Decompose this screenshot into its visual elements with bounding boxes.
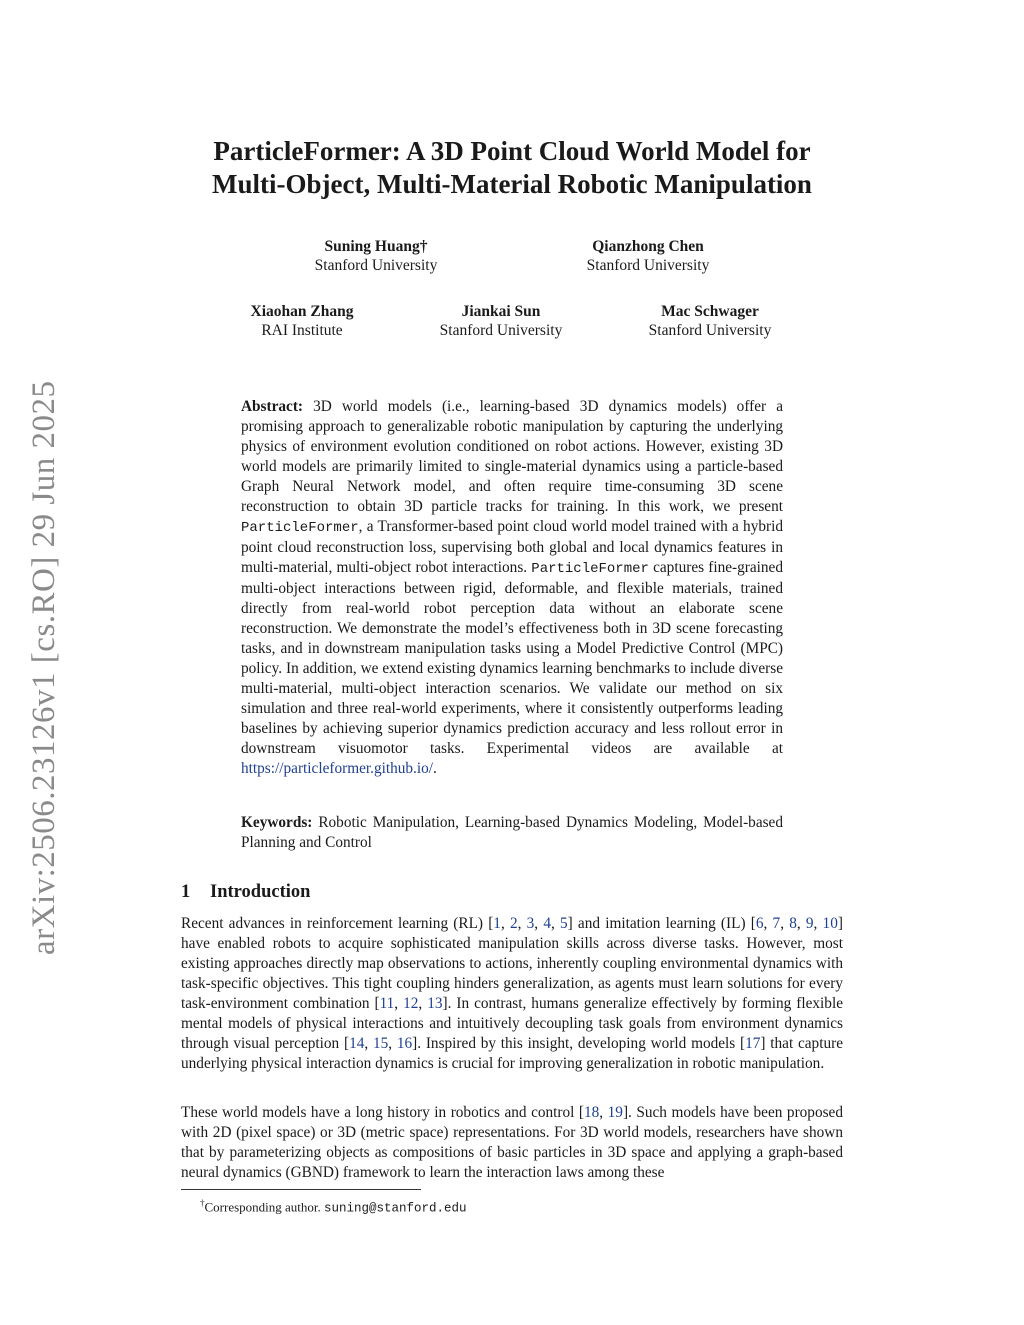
keywords-text: Robotic Manipulation, Learning-based Dynamics Modeling, Model-based Planning and Control xyxy=(241,814,783,851)
paragraph-text: , xyxy=(418,995,428,1012)
footnote-text: Corresponding author. xyxy=(204,1199,325,1215)
paragraph-text: , xyxy=(394,995,404,1012)
author-affiliation: Stanford University xyxy=(314,257,438,274)
paragraph-text: , xyxy=(763,915,773,932)
section-number: 1 xyxy=(181,882,191,902)
citation-link[interactable]: 18 xyxy=(584,1104,600,1121)
author-affiliation: Stanford University xyxy=(439,322,563,339)
title-line-2: Multi-Object, Multi-Material Robotic Manipulation xyxy=(212,169,812,199)
author-affiliation: Stanford University xyxy=(648,322,772,339)
paragraph-text: , xyxy=(534,915,544,932)
author-block xyxy=(630,302,790,340)
paragraph-text: , xyxy=(388,1035,397,1052)
project-page-link[interactable]: https://particleformer.github.io/ xyxy=(241,760,434,777)
title-line-1: ParticleFormer: A 3D Point Cloud World Model for xyxy=(213,136,811,166)
abstract-text: 3D world models (i.e., learning-based 3D dynamics models) offer a promising approach to generalizable robotic manipulation by capturing the underlying physics of environment evolution conditioned on robot actions. However, existing 3D world models are primarily limited to single-material dynamics using a particle-based Graph Neural Network model, and often require time-consuming 3D scene reconstruction to obtain 3D particle tracks for training. In this work, we present xyxy=(241,398,783,515)
model-name: ParticleFormer xyxy=(241,520,359,536)
footnote xyxy=(200,1195,467,1217)
paragraph-text: ]. In contrast, humans generalize effectively by forming flexible mental models of physical interactions and intuitively decoupling task goals from environment dynamics through visual perception [ xyxy=(181,995,843,1052)
paragraph-text: , xyxy=(500,915,510,932)
citation-link[interactable]: 4 xyxy=(543,915,551,932)
paragraph-text: ]. Inspired by this insight, developing world models [ xyxy=(412,1035,746,1052)
author-block xyxy=(421,302,581,340)
paragraph-text: Recent advances in reinforcement learning (RL) [ xyxy=(181,915,494,932)
intro-paragraph-2 xyxy=(181,1103,843,1183)
citation-link[interactable]: 9 xyxy=(805,915,814,932)
intro-paragraph-1 xyxy=(181,914,843,1074)
arxiv-identifier-stamp: arXiv:2506.23126v1 [cs.RO] 29 Jun 2025 xyxy=(26,380,62,955)
author-block xyxy=(222,302,382,340)
abstract-text: . xyxy=(433,760,437,777)
citation-link[interactable]: 17 xyxy=(745,1035,761,1052)
paragraph-text: These world models have a long history in robotics and control [ xyxy=(181,1104,584,1121)
author-email: suning@stanford.edu xyxy=(324,1201,467,1216)
paragraph-text: ] that capture underlying physical interaction dynamics is crucial for improving generalization in robotic manipulation. xyxy=(181,1035,843,1072)
citation-link[interactable]: 8 xyxy=(789,915,797,932)
citation-link[interactable]: 13 xyxy=(427,995,443,1012)
citation-link[interactable]: 11 xyxy=(379,995,395,1012)
paragraph-text: ]. Such models have been proposed with 2D (pixel space) or 3D (metric space) representations. For 3D world models, researchers have shown that by parameterizing objects as compositions of basic particles in 3D space and applying a graph-based neural dynamics (GBND) framework to learn the interaction laws among these xyxy=(181,1104,843,1181)
footnote-mark: † xyxy=(200,1198,205,1208)
keywords-label: Keywords: xyxy=(241,814,313,831)
section-heading xyxy=(181,880,310,904)
author-affiliation: Stanford University xyxy=(586,257,710,274)
citation-link[interactable]: 12 xyxy=(403,995,419,1012)
author-name: Qianzhong Chen xyxy=(592,238,704,255)
author-affiliation: RAI Institute xyxy=(261,322,343,339)
citation-link[interactable]: 19 xyxy=(607,1104,623,1121)
paragraph-text: , xyxy=(364,1035,373,1052)
paragraph-text: , xyxy=(796,915,806,932)
author-name: Mac Schwager xyxy=(661,303,759,320)
paragraph-text: , xyxy=(599,1104,608,1121)
citation-link[interactable]: 14 xyxy=(349,1035,365,1052)
paragraph-text: ] have enabled robots to acquire sophisticated manipulation skills across diverse tasks. However, most existing approaches directly map observations to actions, inherently coupling environmental dynamics with task-specific objectives. This tight coupling hinders generalization, as agents must learn solutions for every task-environment combination [ xyxy=(181,915,843,1012)
author-name: Xiaohan Zhang xyxy=(250,303,354,320)
citation-link[interactable]: 3 xyxy=(526,915,535,932)
citation-link[interactable]: 7 xyxy=(772,915,781,932)
paper-title xyxy=(150,135,874,201)
abstract-text: , a Transformer-based point cloud world model trained with a hybrid point cloud reconstruction loss, supervising both global and local dynamics features in multi-material, multi-object robot interactions. xyxy=(241,518,783,576)
citation-link[interactable]: 10 xyxy=(822,915,838,932)
author-block xyxy=(296,237,456,275)
author-block xyxy=(568,237,728,275)
abstract xyxy=(241,397,783,779)
citation-link[interactable]: 15 xyxy=(372,1035,389,1052)
model-name: ParticleFormer xyxy=(531,561,649,577)
paragraph-text: , xyxy=(813,915,823,932)
paragraph-text: , xyxy=(780,915,790,932)
citation-link[interactable]: 1 xyxy=(493,915,501,932)
paragraph-text: , xyxy=(517,915,527,932)
citation-link[interactable]: 16 xyxy=(396,1035,413,1052)
abstract-text: captures fine-grained multi-object interactions between rigid, deformable, and flexible materials, trained directly from real-world robot perception data without an elaborate scene reconstruction. We demonstrate the model’s effectiveness both in 3D scene forecasting tasks, and in downstream manipulation tasks using a Model Predictive Control (MPC) policy. In addition, we extend existing dynamics learning benchmarks to include diverse multi-material, multi-object interaction scenarios. We validate our method on six simulation and three real-world experiments, where it consistently outperforms leading baselines by achieving superior dynamics prediction accuracy and less rollout error in downstream visuomotor tasks. Experimental videos are available at xyxy=(241,559,783,757)
keywords xyxy=(241,813,783,853)
author-name: Suning Huang† xyxy=(324,238,428,255)
citation-link[interactable]: 6 xyxy=(755,915,764,932)
section-title: Introduction xyxy=(210,882,311,902)
paragraph-text: ] and imitation learning (IL) [ xyxy=(567,915,756,932)
citation-link[interactable]: 2 xyxy=(509,915,518,932)
abstract-label: Abstract: xyxy=(241,398,304,415)
citation-link[interactable]: 5 xyxy=(559,915,568,932)
footnote-divider xyxy=(181,1189,421,1190)
paragraph-text: , xyxy=(550,915,560,932)
author-name: Jiankai Sun xyxy=(461,303,541,320)
